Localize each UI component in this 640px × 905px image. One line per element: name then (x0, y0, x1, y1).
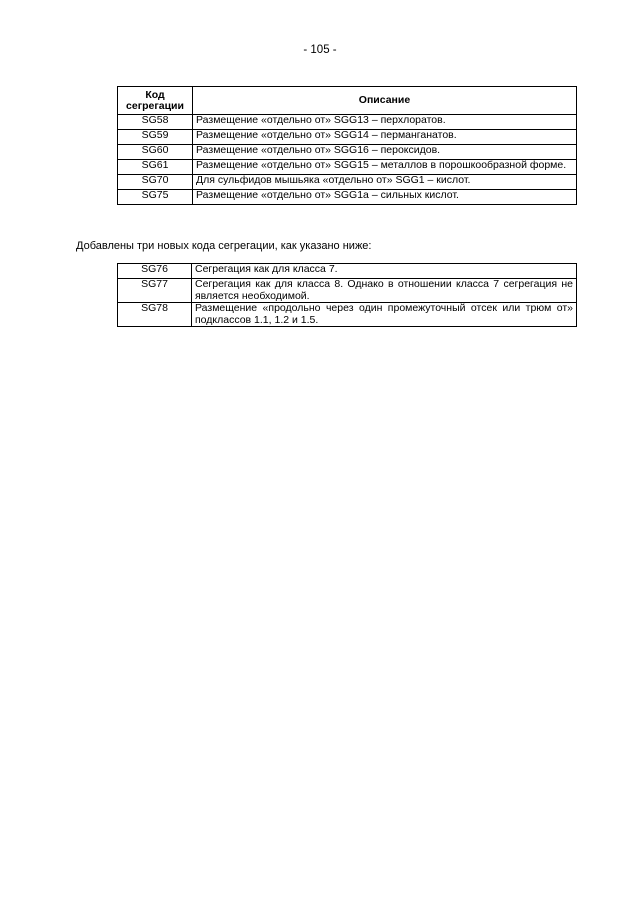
segregation-description: Размещение «отдельно от» SGG14 – перманганатов. (193, 130, 577, 145)
segregation-description: Размещение «отдельно от» SGG16 – пероксидов. (193, 145, 577, 160)
table-row (118, 264, 577, 279)
segregation-description: Размещение «отдельно от» SGG15 – металлов в порошкообразной форме. (193, 160, 577, 175)
table-row (118, 115, 577, 130)
segregation-description: Сегрегация как для класса 8. Однако в отношении класса 7 сегрегация не является необходимой. (192, 279, 577, 303)
code-column-header (118, 87, 193, 115)
table-row (118, 190, 577, 205)
table-row (118, 175, 577, 190)
segregation-description: Размещение «продольно через один промежуточный отсек или трюм от» подклассов 1.1, 1.2 и 1.5. (192, 303, 577, 327)
description-column-header: Описание (193, 87, 577, 115)
segregation-description: Сегрегация как для класса 7. (192, 264, 577, 279)
page-number: - 105 - (303, 44, 337, 56)
segregation-codes-table (117, 86, 577, 205)
segregation-code: SG60 (118, 145, 193, 160)
new-segregation-codes-table (117, 263, 577, 327)
segregation-code: SG77 (118, 279, 192, 303)
segregation-description: Размещение «отдельно от» SGG1a – сильных кислот. (193, 190, 577, 205)
table-header-row (118, 87, 577, 115)
code-header-line2: сегрегации (126, 99, 184, 112)
table-row (118, 279, 577, 303)
segregation-code: SG75 (118, 190, 193, 205)
segregation-code: SG58 (118, 115, 193, 130)
segregation-code: SG61 (118, 160, 193, 175)
table-row (118, 130, 577, 145)
intro-paragraph: Добавлены три новых кода сегрегации, как указано ниже: (76, 240, 372, 252)
table-row (118, 145, 577, 160)
code-header-line1: Код (145, 88, 165, 101)
segregation-code: SG76 (118, 264, 192, 279)
segregation-description: Размещение «отдельно от» SGG13 – перхлоратов. (193, 115, 577, 130)
segregation-code: SG59 (118, 130, 193, 145)
table-row (118, 160, 577, 175)
table-row (118, 303, 577, 327)
segregation-description: Для сульфидов мышьяка «отдельно от» SGG1 – кислот. (193, 175, 577, 190)
segregation-code: SG78 (118, 303, 192, 327)
segregation-code: SG70 (118, 175, 193, 190)
